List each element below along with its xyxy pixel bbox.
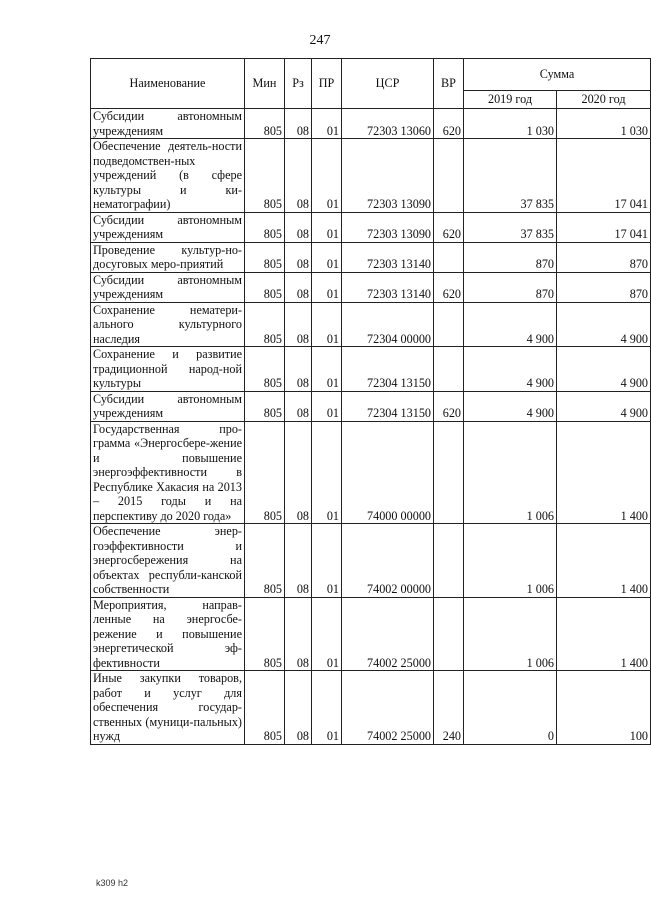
row-vr: 620 [434,109,464,139]
header-csr: ЦСР [342,59,434,109]
row-csr: 72304 13150 [342,347,434,392]
row-2020: 4 900 [557,347,651,392]
table-row [91,212,651,242]
row-min: 805 [245,524,285,598]
table-row [91,421,651,524]
header-rz: Рз [285,59,312,109]
row-2020: 1 400 [557,524,651,598]
row-pr: 01 [312,391,342,421]
table-row [91,524,651,598]
row-min: 805 [245,597,285,671]
row-2020: 17 041 [557,139,651,213]
table-row [91,242,651,272]
row-2019: 870 [464,272,557,302]
table-row [91,597,651,671]
row-csr: 74000 00000 [342,421,434,524]
row-min: 805 [245,391,285,421]
row-name: Государственная про-грамма «Энергосбере-жение и повышение энергоэффективности в Республике Хакасия на 2013 – 2015 годы и на перспективу до 2020 года» [91,421,245,524]
row-vr [434,302,464,347]
row-2019: 4 900 [464,391,557,421]
row-pr: 01 [312,139,342,213]
row-pr: 01 [312,212,342,242]
row-rz: 08 [285,391,312,421]
header-min: Мин [245,59,285,109]
row-2019: 1 006 [464,524,557,598]
row-name: Сохранение нематери-ального культурного наследия [91,302,245,347]
row-2020: 4 900 [557,302,651,347]
row-2019: 1 006 [464,597,557,671]
row-pr: 01 [312,347,342,392]
row-name: Обеспечение деятель-ности подведомствен-ных учреждений (в сфере культуры и ки-нематографии) [91,139,245,213]
row-vr: 620 [434,272,464,302]
footer-code: k309 h2 [96,878,129,888]
row-rz: 08 [285,109,312,139]
table-row [91,391,651,421]
row-2020: 1 400 [557,597,651,671]
row-vr [434,597,464,671]
row-name: Обеспечение энер-гоэффективности и энергосбережения на объектах республи-канской собственности [91,524,245,598]
row-rz: 08 [285,139,312,213]
row-csr: 72304 13150 [342,391,434,421]
table-row [91,139,651,213]
row-2019: 0 [464,671,557,745]
header-sum: Сумма [464,59,651,91]
row-vr [434,139,464,213]
table-row [91,109,651,139]
row-min: 805 [245,302,285,347]
row-csr: 72304 00000 [342,302,434,347]
table-row [91,302,651,347]
row-csr: 74002 00000 [342,524,434,598]
table-row [91,347,651,392]
row-rz: 08 [285,421,312,524]
row-min: 805 [245,139,285,213]
table-row [91,671,651,745]
row-2020: 100 [557,671,651,745]
row-csr: 72303 13140 [342,272,434,302]
row-name: Проведение культур-но-досуговых меро-приятий [91,242,245,272]
row-pr: 01 [312,524,342,598]
row-pr: 01 [312,109,342,139]
row-rz: 08 [285,347,312,392]
row-name: Субсидии автономным учреждениям [91,109,245,139]
row-min: 805 [245,347,285,392]
row-csr: 72303 13090 [342,212,434,242]
row-csr: 72303 13140 [342,242,434,272]
row-2019: 1 030 [464,109,557,139]
row-min: 805 [245,242,285,272]
row-vr: 620 [434,391,464,421]
row-2020: 870 [557,242,651,272]
row-2019: 37 835 [464,212,557,242]
row-pr: 01 [312,302,342,347]
row-vr [434,421,464,524]
row-min: 805 [245,109,285,139]
header-vr: ВР [434,59,464,109]
budget-table [90,58,651,745]
header-name: Наименование [91,59,245,109]
header-2019: 2019 год [464,91,557,109]
row-csr: 72303 13090 [342,139,434,213]
row-min: 805 [245,212,285,242]
row-min: 805 [245,272,285,302]
row-rz: 08 [285,524,312,598]
row-vr [434,242,464,272]
row-pr: 01 [312,242,342,272]
row-pr: 01 [312,597,342,671]
row-pr: 01 [312,272,342,302]
row-2019: 870 [464,242,557,272]
row-min: 805 [245,421,285,524]
header-2020: 2020 год [557,91,651,109]
row-csr: 74002 25000 [342,597,434,671]
row-csr: 74002 25000 [342,671,434,745]
row-pr: 01 [312,421,342,524]
row-2019: 37 835 [464,139,557,213]
row-rz: 08 [285,597,312,671]
row-2020: 17 041 [557,212,651,242]
row-vr: 240 [434,671,464,745]
row-pr: 01 [312,671,342,745]
row-2020: 870 [557,272,651,302]
row-vr: 620 [434,212,464,242]
page-number: 247 [309,33,331,48]
row-name: Субсидии автономным учреждениям [91,272,245,302]
row-2020: 4 900 [557,391,651,421]
row-min: 805 [245,671,285,745]
row-name: Иные закупки товаров, работ и услуг для обеспечения государ-ственных (муници-пальных) нужд [91,671,245,745]
row-2020: 1 030 [557,109,651,139]
row-vr [434,347,464,392]
row-2019: 4 900 [464,347,557,392]
row-csr: 72303 13060 [342,109,434,139]
row-rz: 08 [285,212,312,242]
row-rz: 08 [285,671,312,745]
table-row [91,272,651,302]
row-name: Мероприятия, направ-ленные на энергосбе-режение и повышение энергетической эф-фективности [91,597,245,671]
header-pr: ПР [312,59,342,109]
row-vr [434,524,464,598]
row-2019: 4 900 [464,302,557,347]
row-name: Сохранение и развитие традиционной народ-ной культуры [91,347,245,392]
row-name: Субсидии автономным учреждениям [91,212,245,242]
row-rz: 08 [285,242,312,272]
row-rz: 08 [285,272,312,302]
row-rz: 08 [285,302,312,347]
row-name: Субсидии автономным учреждениям [91,391,245,421]
row-2019: 1 006 [464,421,557,524]
row-2020: 1 400 [557,421,651,524]
